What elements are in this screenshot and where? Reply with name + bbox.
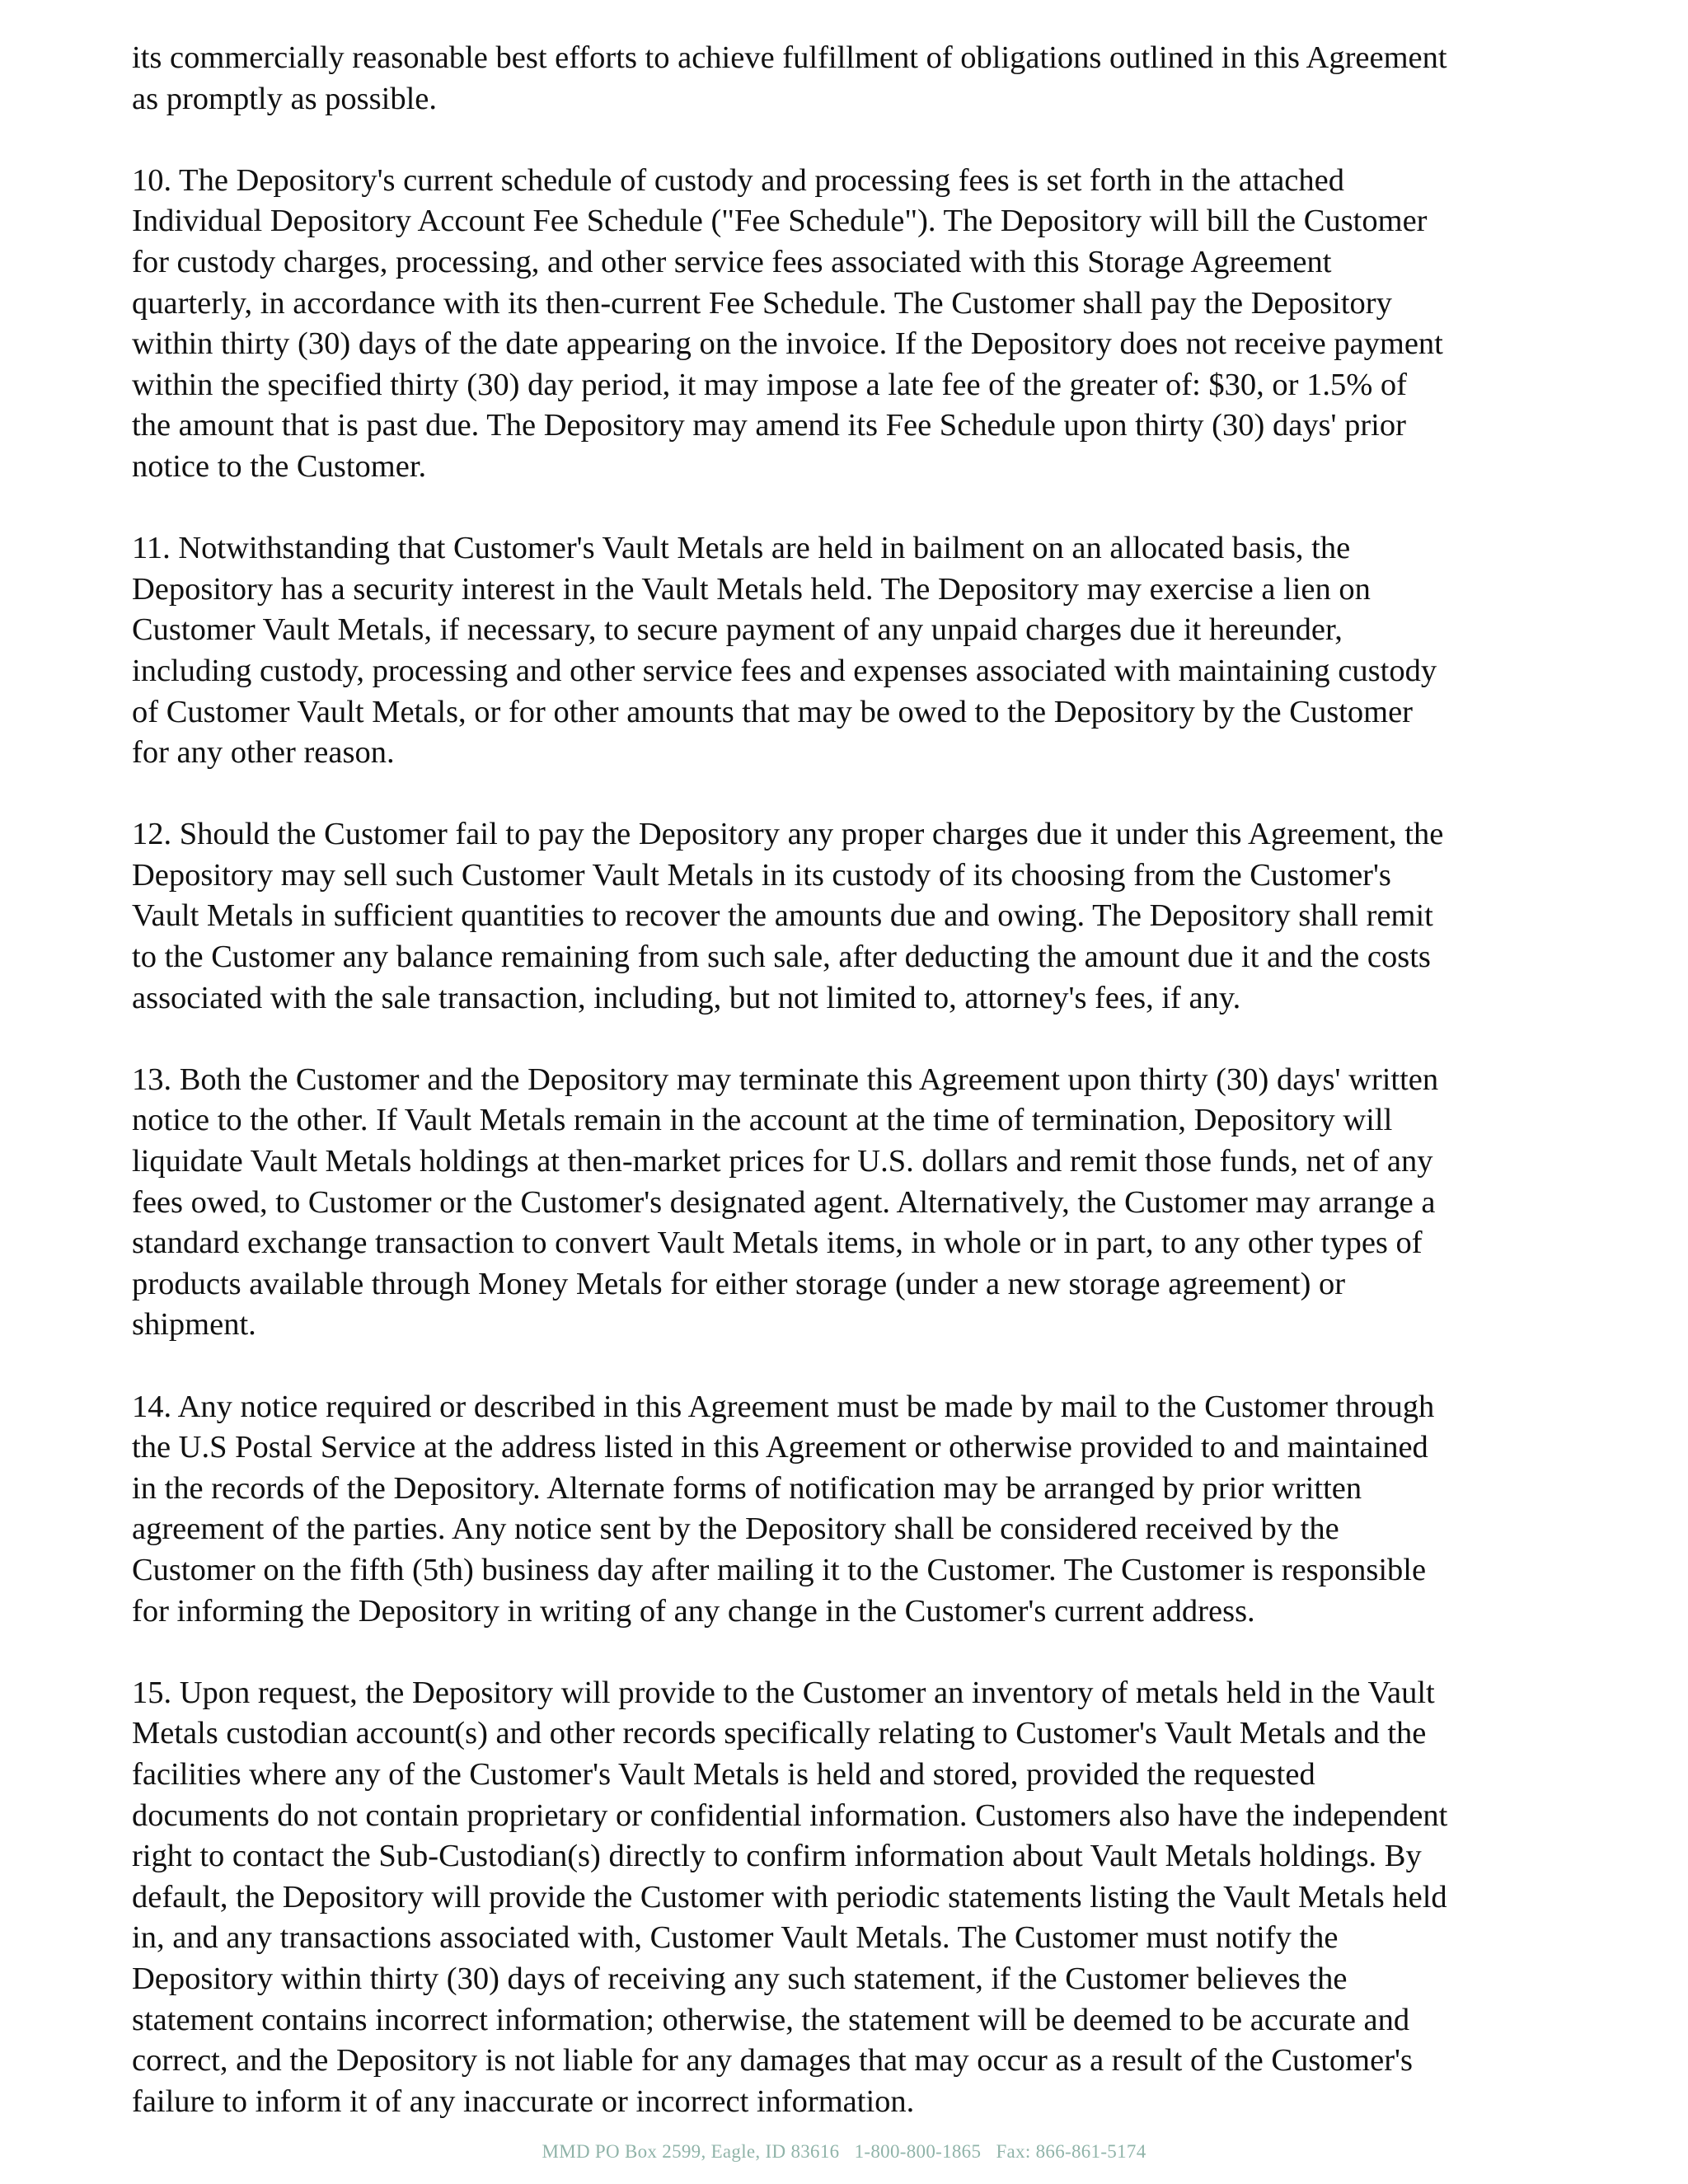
paragraph-12-sale-of-metals: 12. Should the Customer fail to pay the Depository any proper charges due it under this Agreement, the Depository may sell such Customer Vault Metals in its custody of its choosing from the Customer's Vault Metals in sufficient quantities to recover the amounts due and owing. The Depository shall remit to the Customer any balance remaining from such sale, after deducting the amount due it and the costs associated with the sale transaction, including, but not limited to, attorney's fees, if any. xyxy=(132,817,1444,1015)
footer-address: MMD PO Box 2599, Eagle, ID 83616 xyxy=(542,2141,840,2162)
page-footer xyxy=(0,2139,1688,2164)
paragraph-14-notice: 14. Any notice required or described in this Agreement must be made by mail to the Customer through the U.S Postal Service at the address listed in this Agreement or otherwise provided to and maintained in the records of the Depository. Alternate forms of notification may be arranged by prior written agreement of the parties. Any notice sent by the Depository shall be considered received by the Customer on the fifth (5th) business day after mailing it to the Customer. The Customer is responsible for informing the Depository in writing of any change in the Customer's current address. xyxy=(132,1389,1435,1629)
paragraph-11-security-interest: 11. Notwithstanding that Customer's Vault Metals are held in bailment on an allocated basis, the Depository has a security interest in the Vault Metals held. The Depository may exercise a lien on Customer Vault Metals, if necessary, to secure payment of any unpaid charges due it hereunder, including custody, processing and other service fees and expenses associated with maintaining custody of Customer Vault Metals, or for other amounts that may be owed to the Depository by the Customer for any other reason. xyxy=(132,531,1437,771)
paragraph-15-inventory-statements: 15. Upon request, the Depository will provide to the Customer an inventory of metals held in the Vault Metals custodian account(s) and other records specifically relating to Customer's Vault Metals and the facilities where any of the Customer's Vault Metals is held and stored, provided the requested documents do not contain proprietary or confidential information. Customers also have the independent right to contact the Sub-Custodian(s) directly to confirm information about Vault Metals holdings. By default, the Depository will provide the Customer with periodic statements listing the Vault Metals held in, and any transactions associated with, Customer Vault Metals. The Customer must notify the Depository within thirty (30) days of receiving any such statement, if the Customer believes the statement contains incorrect information; otherwise, the statement will be deemed to be accurate and correct, and the Depository is not liable for any damages that may occur as a result of the Customer's failure to inform it of any inaccurate or incorrect information. xyxy=(132,1675,1448,2119)
paragraph-continuation: its commercially reasonable best efforts to achieve fulfillment of obligations outlined in this Agreement as promptly as possible. xyxy=(132,40,1447,116)
document-body xyxy=(132,38,1599,2163)
paragraph-10-fees: 10. The Depository's current schedule of custody and processing fees is set forth in the attached Individual Depository Account Fee Schedule ("Fee Schedule"). The Depository will bill the Customer for custody charges, processing, and other service fees associated with this Storage Agreement quarterly, in accordance with its then-current Fee Schedule. The Customer shall pay the Depository within thirty (30) days of the date appearing on the invoice. If the Depository does not receive payment within the specified thirty (30) day period, it may impose a late fee of the greater of: $30, or 1.5% of the amount that is past due. The Depository may amend its Fee Schedule upon thirty (30) days' prior notice to the Customer. xyxy=(132,162,1443,484)
footer-phone: 1-800-800-1865 xyxy=(854,2141,982,2162)
footer-fax: Fax: 866-861-5174 xyxy=(996,2141,1146,2162)
paragraph-13-termination: 13. Both the Customer and the Depository may terminate this Agreement upon thirty (30) days' written notice to the other. If Vault Metals remain in the account at the time of termination, Depository will liquidate Vault Metals holdings at then-market prices for U.S. dollars and remit those funds, net of any fees owed, to Customer or the Customer's designated agent. Alternatively, the Customer may arrange a standard exchange transaction to convert Vault Metals items, in whole or in part, to any other types of products available through Money Metals for either storage (under a new storage agreement) or shipment. xyxy=(132,1062,1439,1343)
